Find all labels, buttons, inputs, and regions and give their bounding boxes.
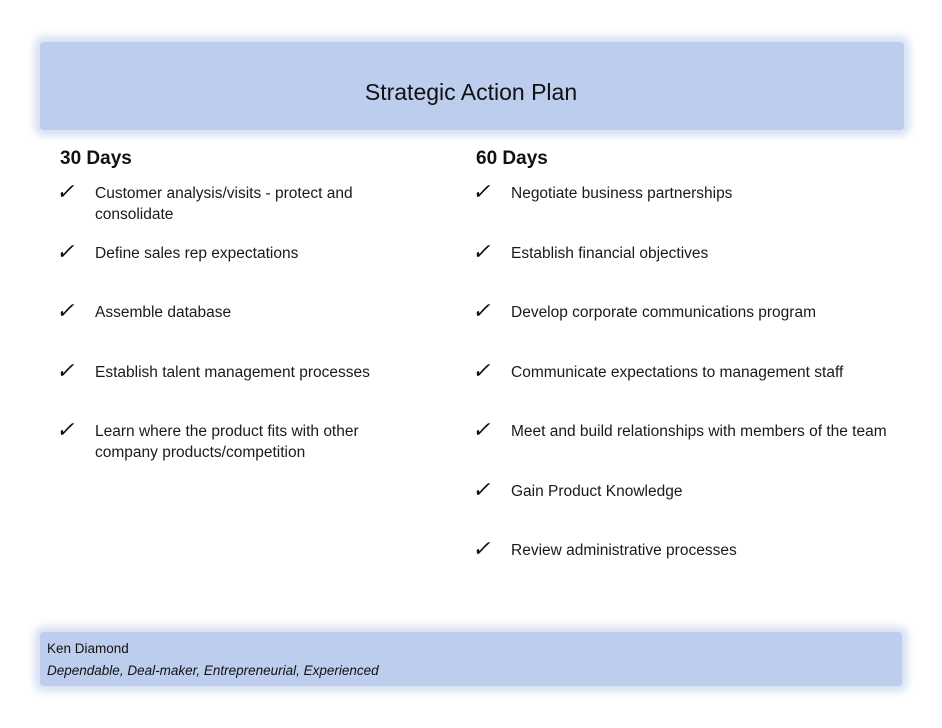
list-item-text: Negotiate business partnerships bbox=[511, 185, 733, 202]
list-item-text: Communicate expectations to management staff bbox=[511, 364, 844, 381]
checkmark-icon: ✓ bbox=[56, 359, 75, 384]
checkmark-icon: ✓ bbox=[472, 299, 491, 324]
slide-title: Strategic Action Plan bbox=[364, 79, 578, 105]
list-item-text: Gain Product Knowledge bbox=[511, 483, 683, 500]
checkmark-icon: ✓ bbox=[472, 537, 491, 562]
list-item-text: Establish financial objectives bbox=[511, 245, 709, 262]
checkmark-icon: ✓ bbox=[472, 240, 491, 265]
checkmark-icon: ✓ bbox=[56, 180, 75, 205]
checkmark-icon: ✓ bbox=[56, 418, 75, 443]
list-item-text: Learn where the product fits with other company products/competition bbox=[95, 423, 359, 461]
checkmark-icon: ✓ bbox=[472, 180, 491, 205]
list-item-text: Define sales rep expectations bbox=[95, 245, 299, 262]
checkmark-icon: ✓ bbox=[472, 418, 491, 443]
list-item-text: Review administrative processes bbox=[511, 542, 737, 559]
column-30-days bbox=[56, 146, 440, 461]
checkmark-icon: ✓ bbox=[56, 240, 75, 265]
list-item-text: Develop corporate communications program bbox=[511, 304, 816, 321]
column-heading: 30 Days bbox=[60, 148, 132, 169]
footer-tagline: Dependable, Deal-maker, Entrepreneurial, Experienced bbox=[47, 663, 379, 678]
column-60-days bbox=[472, 146, 916, 562]
column-heading: 60 Days bbox=[476, 148, 548, 169]
list-item-text: Customer analysis/visits - protect and consolidate bbox=[95, 185, 353, 223]
list-item-text: Establish talent management processes bbox=[95, 364, 370, 381]
checkmark-icon: ✓ bbox=[472, 478, 491, 503]
checkmark-icon: ✓ bbox=[472, 359, 491, 384]
list-item-text: Assemble database bbox=[95, 304, 232, 321]
list-item-text: Meet and build relationships with members of the team bbox=[511, 423, 887, 440]
footer-name: Ken Diamond bbox=[47, 641, 129, 656]
checkmark-icon: ✓ bbox=[56, 299, 75, 324]
